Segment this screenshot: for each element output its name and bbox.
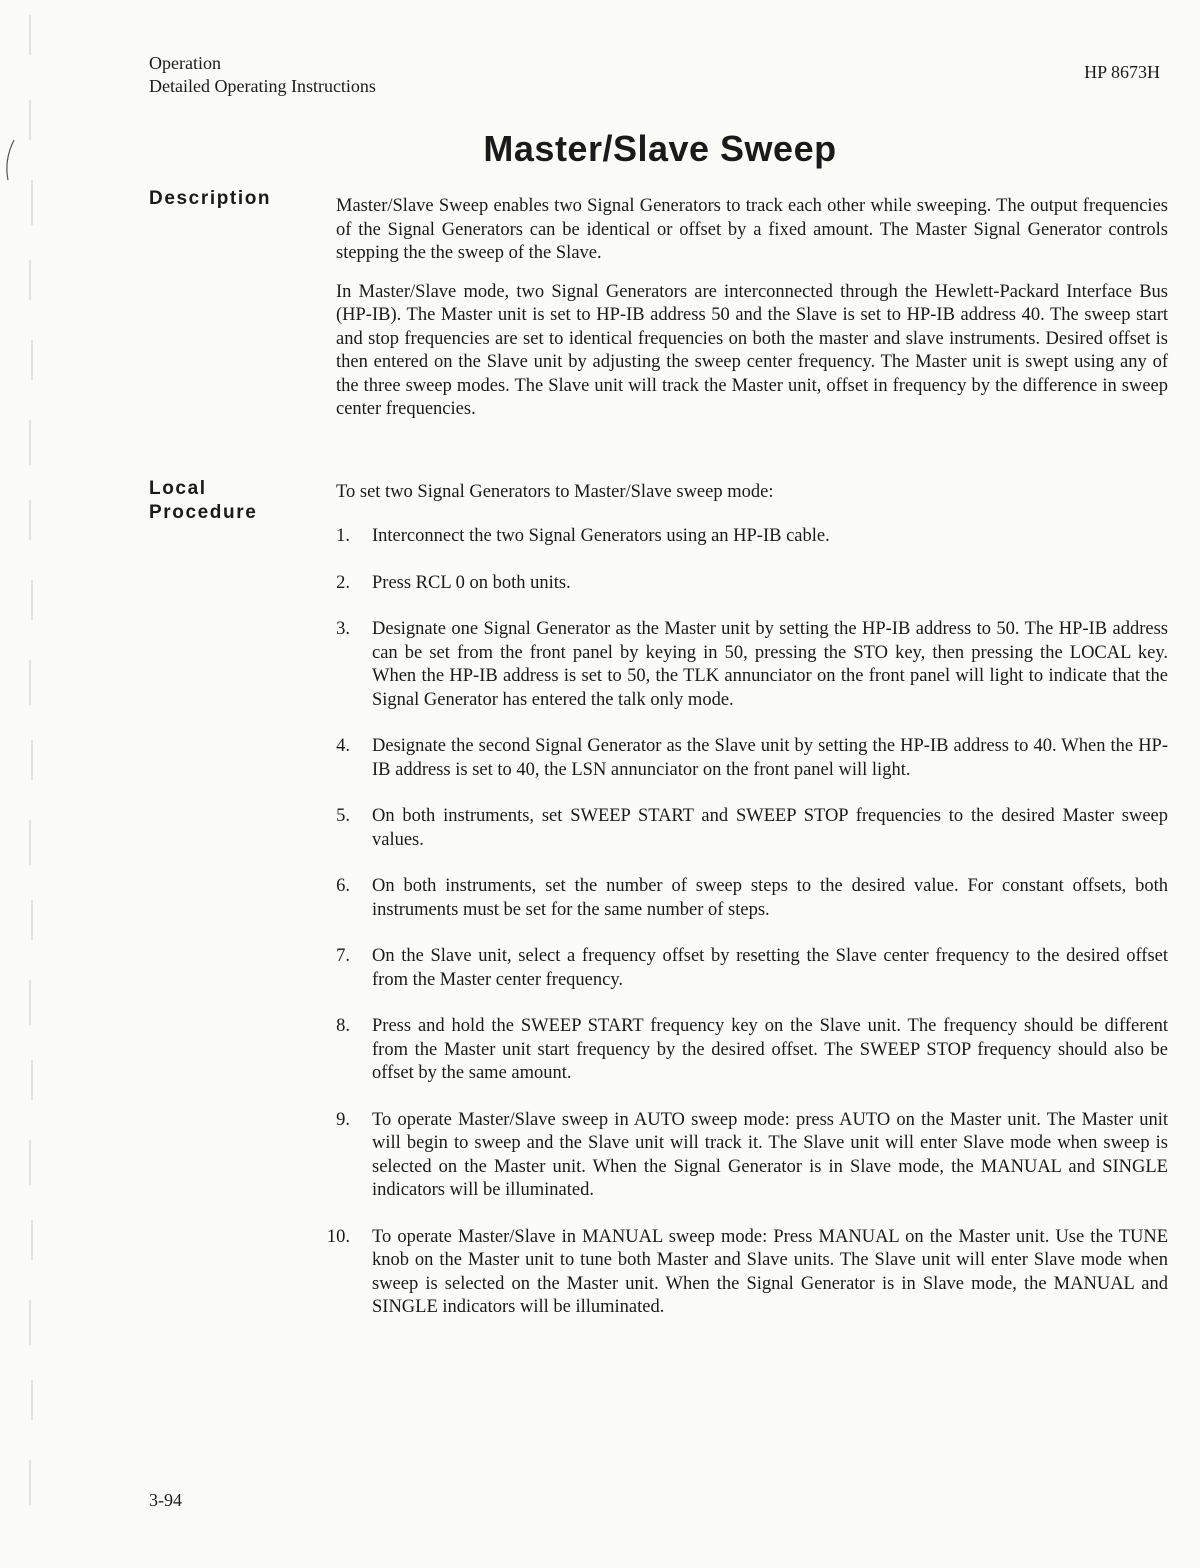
header-section: Operation <box>149 53 221 73</box>
procedure-step <box>300 618 1168 712</box>
running-header <box>149 52 376 98</box>
step-text: Press and hold the SWEEP START frequency key on the Slave unit. The frequency should be different from the Master unit start frequency by the desired offset. The SWEEP STOP frequency should also be offset by the same amount. <box>372 1016 1168 1083</box>
header-model: HP 8673H <box>1084 62 1160 82</box>
description-paragraph: In Master/Slave mode, two Signal Generators are interconnected through the Hewlett-Packard Interface Bus (HP-IB). The Master unit is set to HP-IB address 50 and the Slave is set to HP-IB address 40. The sweep start and stop frequencies are set to identical frequencies on both the master and slave instruments. Desired offset is then entered on the Slave unit by adjusting the sweep center frequency. The Master unit is swept using any of the three sweep modes. The Slave unit will track the Master unit, offset in frequency by the difference in sweep center frequencies. <box>336 281 1168 419</box>
local-procedure-label-line2: Procedure <box>149 502 258 523</box>
step-text: To operate Master/Slave sweep in AUTO sweep mode: press AUTO on the Master unit. The Master unit will begin to sweep and the Slave unit will track it. The Slave unit will enter Slave mode when sweep is selected on the Master unit. When the Signal Generator is in Slave mode, the MANUAL and SINGLE indicators will be illuminated. <box>372 1109 1168 1200</box>
procedure-step <box>300 945 1168 992</box>
step-text: Designate one Signal Generator as the Master unit by setting the HP-IB address to 50. The HP-IB address can be set from the front panel by keying in 50, pressing the STO key, then pressing the LOCAL key. When the HP-IB address is set to 50, the TLK annunciator on the front panel will light to indicate that the Signal Generator has entered the talk only mode. <box>372 619 1168 710</box>
step-number: 4. <box>336 736 350 756</box>
procedure-step <box>300 1109 1168 1203</box>
local-procedure-label <box>149 477 257 525</box>
step-text: Designate the second Signal Generator as the Slave unit by setting the HP-IB address to 40. When the HP-IB address is set to 40, the LSN annunciator on the front panel will light. <box>372 736 1168 780</box>
step-number: 3. <box>336 619 350 639</box>
step-text: On both instruments, set the number of sweep steps to the desired value. For constant offsets, both instruments must be set for the same number of steps. <box>372 876 1168 920</box>
page-number: 3-94 <box>149 1490 182 1510</box>
description-label: Description <box>149 188 272 209</box>
procedure-step <box>300 525 1168 549</box>
procedure-step <box>300 735 1168 782</box>
procedure-step <box>300 572 1168 596</box>
local-procedure-label-line1: Local <box>149 478 207 499</box>
step-text: On both instruments, set SWEEP START and SWEEP STOP frequencies to the desired Master sweep values. <box>372 806 1168 850</box>
step-text: Interconnect the two Signal Generators using an HP-IB cable. <box>372 526 830 546</box>
step-number: 6. <box>336 876 350 896</box>
step-number: 1. <box>336 526 350 546</box>
step-text: Press RCL 0 on both units. <box>372 572 571 593</box>
step-text: On the Slave unit, select a frequency offset by resetting the Slave center frequency to the desired offset from the Master center frequency. <box>372 946 1168 990</box>
procedure-step <box>300 875 1168 922</box>
step-number: 8. <box>336 1016 350 1036</box>
procedure-step <box>300 1015 1168 1086</box>
step-number: 10. <box>326 1226 350 1247</box>
step-number: 5. <box>336 806 350 826</box>
header-subsection: Detailed Operating Instructions <box>149 76 376 96</box>
procedure-steps <box>300 525 1168 1343</box>
procedure-step <box>300 1226 1168 1320</box>
step-number: 2. <box>336 572 350 593</box>
step-text: To operate Master/Slave in MANUAL sweep mode: Press MANUAL on the Master unit. Use the TUNE knob on the Master unit to tune both Master and Slave units. The Slave unit will enter Slave mode when sweep is selected on the Master unit. When the Signal Generator is in Slave mode, the MANUAL and SINGLE indicators will be illuminated. <box>372 1226 1168 1317</box>
description-section <box>336 195 1168 422</box>
page-title: Master/Slave Sweep <box>483 128 837 169</box>
description-paragraph: Master/Slave Sweep enables two Signal Generators to track each other while sweeping. The output frequencies of the Signal Generators can be identical or offset by a fixed amount. The Master Signal Generator controls stepping the the sweep of the Slave. <box>336 196 1168 263</box>
procedure-step <box>300 805 1168 852</box>
scan-margin-marks <box>0 0 40 1568</box>
step-number: 9. <box>336 1109 350 1130</box>
procedure-intro: To set two Signal Generators to Master/Slave sweep mode: <box>336 482 774 502</box>
step-number: 7. <box>336 946 350 966</box>
